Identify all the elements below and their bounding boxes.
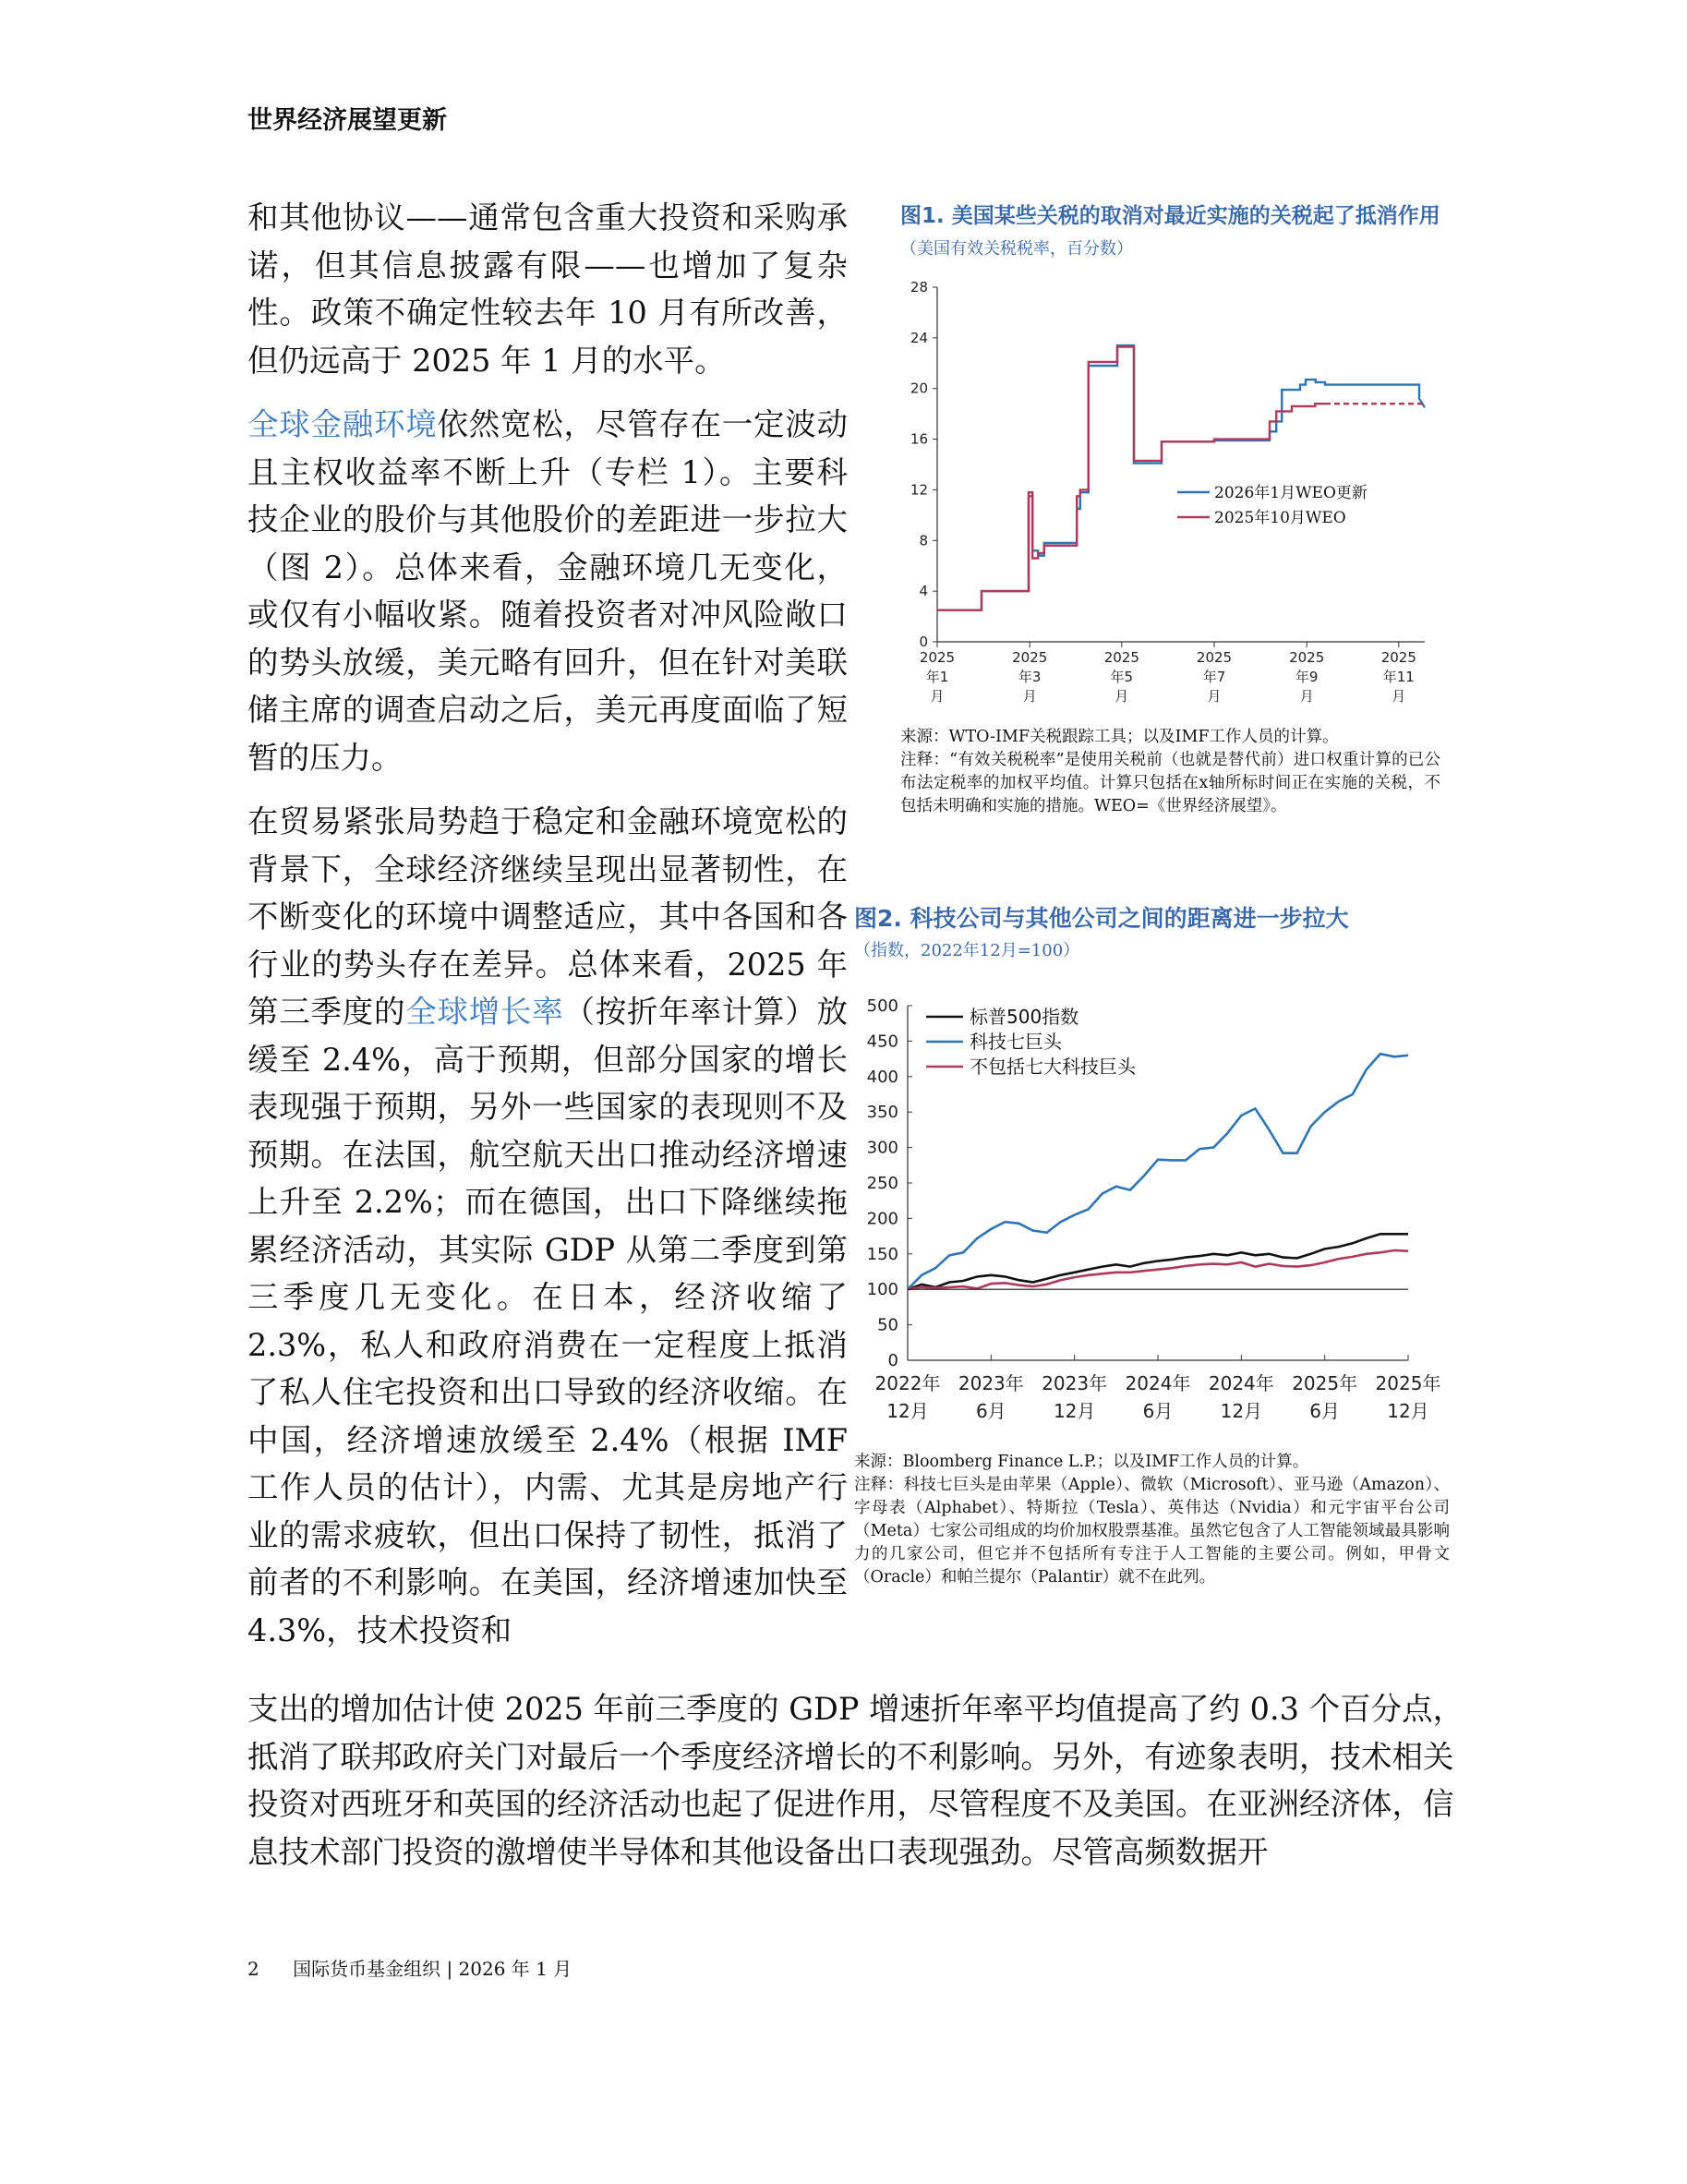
x-tick-label: 年5 bbox=[1110, 669, 1134, 685]
y-tick-label: 400 bbox=[866, 1067, 898, 1087]
x-tick-label: 12月 bbox=[1387, 1400, 1429, 1422]
x-tick-label: 月 bbox=[1392, 688, 1406, 705]
body-paragraph bbox=[247, 194, 848, 384]
x-tick-label: 2025年 bbox=[1292, 1372, 1358, 1394]
figure-1-title: 图1. 美国某些关税的取消对最近实施的关税起了抵消作用 bbox=[900, 204, 1440, 228]
y-tick-label: 24 bbox=[910, 329, 928, 346]
legend-label: 2026年1月WEO更新 bbox=[1214, 484, 1368, 502]
y-tick-label: 0 bbox=[887, 1351, 898, 1370]
x-tick-label: 6月 bbox=[1309, 1400, 1341, 1422]
series-line-2 bbox=[937, 347, 1325, 610]
x-tick-label: 2025 bbox=[1103, 649, 1139, 666]
x-tick-label: 2023年 bbox=[1042, 1372, 1108, 1394]
y-tick-label: 300 bbox=[866, 1138, 898, 1158]
x-tick-label: 12月 bbox=[1053, 1400, 1096, 1422]
y-tick-label: 20 bbox=[910, 380, 928, 397]
legend-label: 不包括七大科技巨头 bbox=[970, 1056, 1136, 1078]
figure-2-chart bbox=[854, 961, 1450, 1451]
glossary-link[interactable]: 全球金融环境 bbox=[247, 406, 438, 442]
x-tick-label: 月 bbox=[1115, 688, 1129, 705]
x-tick-label: 年3 bbox=[1018, 669, 1042, 685]
y-tick-label: 12 bbox=[910, 481, 928, 499]
paragraph-text: 在贸易紧张局势趋于稳定和金融环境宽松的背景下，全球经济继续呈现出显著韧性，在不断变化的环境中调整适应，其中各国和各行业的势头存在差异。总体来看，2025 年第三季度的 bbox=[247, 803, 848, 1030]
figure-2-subtitle: （指数，2022年12月=100） bbox=[854, 941, 1080, 960]
x-tick-label: 2025 bbox=[1380, 649, 1416, 666]
body-paragraph-full-width: 支出的增加估计使 2025 年前三季度的 GDP 增速折年率平均值提高了约 0.3 个百分点，抵消了联邦政府关门对最后一个季度经济增长的不利影响。另外，有迹象表明，技术相关投资对西班牙和英国的经济活动也起了促进作用，尽管程度不及美国。在亚洲经济体，信息技术部门投资的激增使半导体和其他设备出口表现强劲。尽管高频数据开 bbox=[247, 1691, 1464, 1870]
x-tick-label: 月 bbox=[930, 688, 945, 705]
series-line-3 bbox=[908, 1250, 1408, 1289]
x-tick-label: 月 bbox=[1022, 688, 1037, 705]
figure-1 bbox=[900, 201, 1440, 818]
y-tick-label: 500 bbox=[866, 996, 898, 1016]
figure-1-notes bbox=[900, 726, 1440, 818]
y-tick-label: 0 bbox=[919, 633, 928, 650]
y-tick-label: 450 bbox=[866, 1032, 898, 1052]
x-tick-label: 2023年 bbox=[958, 1372, 1024, 1394]
page-number: 2 bbox=[247, 1958, 259, 1980]
paragraph-text: 和其他协议——通常包含重大投资和采购承诺，但其信息披露有限——也增加了复杂性。政策不确定性较去年 10 月有所改善，但仍远高于 2025 年 1 月的水平。 bbox=[247, 199, 848, 379]
y-tick-label: 50 bbox=[877, 1315, 898, 1335]
legend-label: 科技七巨头 bbox=[970, 1031, 1062, 1053]
x-tick-label: 12月 bbox=[886, 1400, 929, 1422]
stock-index-line-chart bbox=[854, 961, 1450, 1451]
x-tick-label: 2025年 bbox=[1375, 1372, 1441, 1394]
x-tick-label: 年7 bbox=[1202, 669, 1226, 685]
x-tick-label: 12月 bbox=[1220, 1400, 1263, 1422]
y-tick-label: 16 bbox=[910, 430, 928, 448]
figure-1-subtitle: （美国有效关税税率，百分数） bbox=[900, 239, 1133, 259]
x-tick-label: 6月 bbox=[975, 1400, 1006, 1422]
y-tick-label: 100 bbox=[866, 1280, 898, 1300]
figure-1-source: 来源：WTO-IMF关税跟踪工具；以及IMF工作人员的计算。 bbox=[900, 728, 1339, 746]
x-tick-label: 年11 bbox=[1382, 669, 1415, 685]
figure-2-notes bbox=[854, 1451, 1450, 1589]
tariff-line-chart bbox=[900, 259, 1454, 726]
footer-text: 国际货币基金组织 | 2026 年 1 月 bbox=[293, 1958, 572, 1980]
y-tick-label: 150 bbox=[866, 1244, 898, 1264]
left-column bbox=[247, 194, 848, 1671]
figure-2 bbox=[854, 903, 1450, 1589]
x-tick-label: 年9 bbox=[1295, 669, 1319, 685]
body-paragraph bbox=[247, 401, 848, 781]
x-tick-label: 2025 bbox=[1196, 649, 1233, 666]
running-header: 世界经济展望更新 bbox=[247, 106, 447, 135]
figure-1-chart bbox=[900, 259, 1440, 726]
legend-label: 标普500指数 bbox=[970, 1006, 1079, 1028]
x-tick-label: 2024年 bbox=[1208, 1372, 1274, 1394]
x-tick-label: 月 bbox=[1299, 688, 1314, 705]
figure-2-title: 图2. 科技公司与其他公司之间的距离进一步拉大 bbox=[854, 905, 1349, 932]
x-tick-label: 2024年 bbox=[1125, 1372, 1191, 1394]
x-tick-label: 2025 bbox=[1012, 649, 1048, 666]
body-paragraph bbox=[247, 798, 848, 1654]
paragraph-text: 依然宽松，尽管存在一定波动且主权收益率不断上升（专栏 1）。主要科技企业的股价与其他股价的差距进一步拉大（图 2）。总体来看，金融环境几无变化，或仅有小幅收紧。随着投资者对冲风险敞口的势头放缓，美元略有回升，但在针对美联储主席的调查启动之后，美元再度面临了短暂的压力。 bbox=[247, 406, 848, 776]
x-tick-label: 年1 bbox=[925, 669, 949, 685]
figure-2-note: 注释：科技七巨头是由苹果（Apple）、微软（Microsoft）、亚马逊（Amazon）、字母表（Alphabet）、特斯拉（Tesla）、英伟达（Nvidia）和元宇宙平台公司（Meta）七家公司组成的均价加权股票基准。虽然它包含了人工智能领域最具影响力的几家公司，但它并不包括所有专注于人工智能的主要公司。例如，甲骨文（Oracle）和帕兰提尔（Palantir）就不在此列。 bbox=[854, 1476, 1450, 1587]
figure-2-source: 来源：Bloomberg Finance L.P.；以及IMF工作人员的计算。 bbox=[854, 1453, 1309, 1471]
y-tick-label: 250 bbox=[866, 1174, 898, 1193]
series-line-2 bbox=[908, 1054, 1408, 1289]
y-tick-label: 8 bbox=[919, 532, 928, 549]
y-tick-label: 4 bbox=[919, 583, 928, 600]
legend-label: 2025年10月WEO bbox=[1214, 509, 1346, 527]
y-tick-label: 28 bbox=[910, 279, 928, 296]
glossary-link[interactable]: 全球增长率 bbox=[405, 994, 564, 1030]
paragraph-text: （按折年率计算）放缓至 2.4%，高于预期，但部分国家的增长表现强于预期，另外一些国家的表现则不及预期。在法国，航空航天出口推动经济增速上升至 2.2%；而在德国，出口下降继续拖累经济活动，其实际 GDP 从第二季度到第三季度几无变化。在日本，经济收缩了 2.3%，私人和政府消费在一定程度上抵消了私人住宅投资和出口导致的经济收缩。在中国，经济增速放缓至 2.4%（根据 IMF 工作人员的估计），内需、尤其是房地产行业的需求疲软，但出口保持了韧性，抵消了前者的不利影响。在美国，经济增速加快至 4.3%，技术投资和 bbox=[247, 994, 848, 1648]
x-tick-label: 2025 bbox=[1289, 649, 1325, 666]
series-line-1 bbox=[937, 345, 1425, 610]
y-tick-label: 200 bbox=[866, 1209, 898, 1229]
y-tick-label: 350 bbox=[866, 1103, 898, 1123]
series-line-1 bbox=[908, 1234, 1408, 1289]
page-footer bbox=[247, 1954, 572, 1981]
x-tick-label: 2022年 bbox=[874, 1372, 941, 1394]
x-tick-label: 6月 bbox=[1142, 1400, 1174, 1422]
figure-1-note: 注释：“有效关税税率”是使用关税前（也就是替代前）进口权重计算的已公布法定税率的加权平均值。计算只包括在x轴所标时间正在实施的关税，不包括未明确和实施的措施。WEO=《世界经济展望》。 bbox=[900, 751, 1440, 815]
x-tick-label: 月 bbox=[1207, 688, 1222, 705]
x-tick-label: 2025 bbox=[919, 649, 956, 666]
